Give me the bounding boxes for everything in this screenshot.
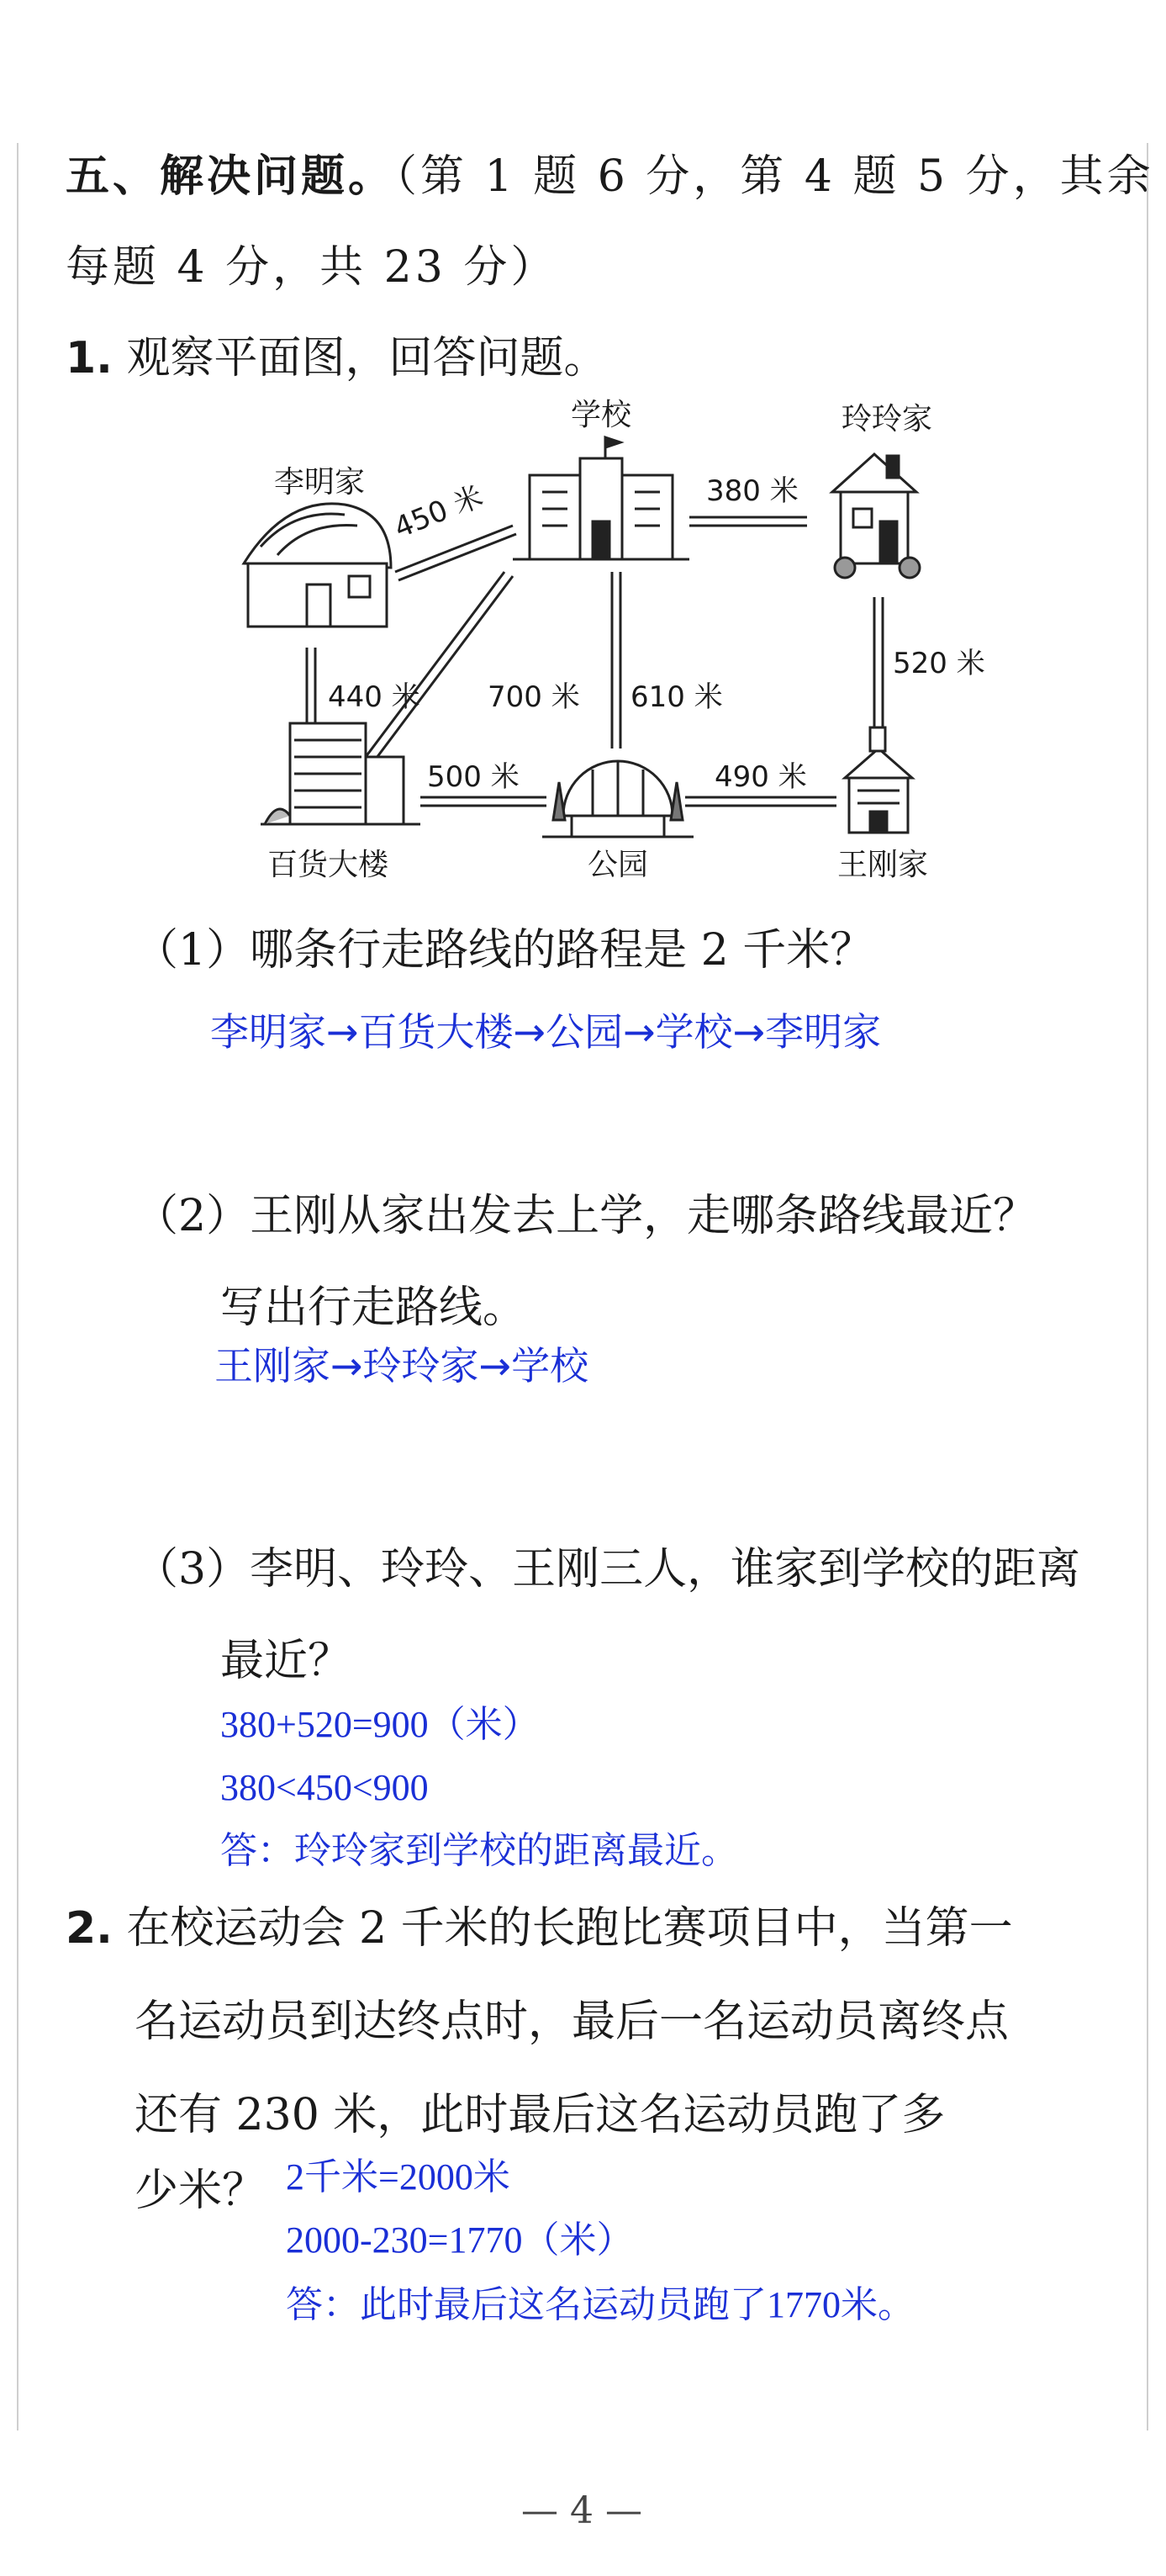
- q2-text-1: 在校运动会 2 千米的长跑比赛项目中，当第一: [126, 1903, 1013, 1954]
- q1-sub2-question-1: （2）王刚从家出发去上学，走哪条路线最近？: [135, 1191, 1037, 1241]
- q1-sub3-answer-2: 380<450<900: [220, 1767, 429, 1808]
- q1-sub3-question-2: 最近？: [220, 1636, 352, 1686]
- lingling-home-icon: [832, 454, 920, 578]
- q1-line: [66, 333, 607, 383]
- section-scoring-2: 每题 4 分，共 23 分）: [66, 242, 558, 293]
- label-liming-home: 李明家: [273, 465, 366, 500]
- school-icon: [513, 437, 689, 559]
- q2-line-1: [66, 1903, 1013, 1954]
- dist-dept-park: 500 米: [427, 760, 520, 794]
- liming-home-icon: [244, 504, 391, 627]
- label-wanggang-home: 王刚家: [836, 848, 929, 882]
- dist-liming-dept: 440 米: [328, 680, 420, 714]
- q1-sub1-answer: 李明家→百货大楼→公园→学校→李明家: [210, 1009, 882, 1055]
- park-icon: [542, 761, 694, 837]
- q2-text-3: 还有 230 米，此时最后这名运动员跑了多: [135, 2090, 946, 2140]
- dist-park-school: 610 米: [630, 680, 723, 714]
- q1-sub3-question-1: （3）李明、玲玲、王刚三人，谁家到学校的距离: [135, 1544, 1081, 1595]
- wanggang-home-icon: [845, 727, 912, 833]
- dist-dept-school: 700 米: [488, 680, 580, 714]
- q2-number: 2.: [66, 1903, 113, 1954]
- q1-sub3-answer-3: 答：玲玲家到学校的距离最近。: [220, 1830, 738, 1871]
- dist-liming-school: 450 米: [389, 479, 488, 546]
- label-school: 学校: [570, 398, 632, 432]
- label-lingling-home: 玲玲家: [841, 402, 933, 436]
- label-dept-store: 百货大楼: [266, 848, 389, 882]
- q1-sub2-answer: 王刚家→玲玲家→学校: [214, 1343, 589, 1389]
- section-scoring-1: （第 1 题 6 分，第 4 题 5 分，其余: [395, 151, 1154, 202]
- q2-answer-2: 2000-230=1770（米）: [286, 2219, 634, 2261]
- q2-answer-3: 答：此时最后这名运动员跑了1770米。: [286, 2284, 915, 2325]
- label-park: 公园: [587, 848, 649, 882]
- page-edge-left: [17, 143, 18, 2431]
- q1-sub1-question: （1）哪条行走路线的路程是 2 千米？: [135, 925, 874, 976]
- map-diagram: [210, 395, 985, 900]
- section-heading: [66, 151, 1154, 202]
- q1-number: 1.: [66, 333, 113, 383]
- dist-park-wanggang: 490 米: [715, 760, 807, 794]
- q1-sub3-answer-1: 380+520=900（米）: [220, 1704, 540, 1745]
- q1-stem: 观察平面图，回答问题。: [126, 333, 608, 383]
- q2-text-2: 名运动员到达终点时，最后一名运动员离终点: [135, 1997, 1010, 2047]
- dept-store-icon: [261, 723, 420, 824]
- q2-answer-1: 2千米=2000米: [286, 2156, 510, 2198]
- dist-lingling-wanggang: 520 米: [893, 647, 985, 680]
- q1-sub2-question-2: 写出行走路线。: [220, 1283, 527, 1333]
- section-title: 五、解决问题。: [66, 151, 396, 202]
- q2-text-4: 少米？: [135, 2166, 266, 2216]
- page-edge-right: [1147, 143, 1148, 2431]
- dist-school-lingling: 380 米: [706, 474, 799, 508]
- page-number: — 4 —: [521, 2489, 642, 2532]
